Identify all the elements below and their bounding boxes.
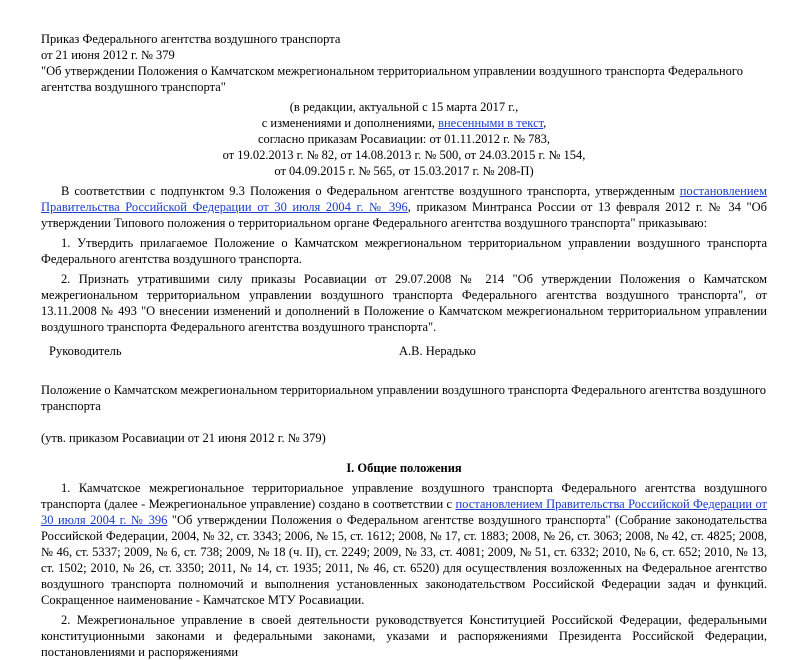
signature-block [41,343,767,359]
order-subject: "Об утверждении Положения о Камчатском межрегиональном территориальном управлении воздушного транспорта Федерального агентства воздушного транспорта" [41,64,744,94]
revision-block [41,99,767,179]
revision-line [41,115,767,131]
paragraph-text: 1. Камчатское межрегиональное территориальное управление воздушного транспорта Федерального агентства воздушного транспорта (далее - Межрегиональное управление) создано в соответствии с [41,481,767,511]
revision-line: согласно приказам Росавиации: от 01.11.2012 г. № 783, [257,132,550,146]
revision-line: от 04.09.2015 г. № 565, от 15.03.2017 г. № 208-П) [274,164,534,178]
preamble-text: , приказом Минтранса России от 13 февраля 2012 г. № 34 "Об утверждении Типового положения о территориальном органе Федерального агентства воздушного транспорта" приказываю: [41,200,767,230]
section-paragraph-1 [41,480,767,608]
revision-line: (в редакции, актуальной с 15 марта 2017 г., [289,100,519,114]
amendments-link[interactable]: внесенными в текст [438,116,544,130]
annex-title: Положение о Камчатском межрегиональном территориальном управлении воздушного транспорта Федерального агентства воздушного транспорта [41,383,767,413]
signature-role: Руководитель [49,344,122,358]
order-date: от 21 июня 2012 г. № 379 [41,48,175,62]
order-item-1: 1. Утвердить прилагаемое Положение о Камчатском межрегиональном территориальном управлении воздушного транспорта Федерального агентства воздушного транспорта. [41,236,767,266]
order-item-2: 2. Признать утратившими силу приказы Росавиации от 29.07.2008 № 214 "Об утверждении Положения о Камчатском межрегиональном территориальном управлении воздушного транспорта Федерального агентства воздушного транспорта", от 13.11.2008 № 493 "О внесении изменений и дополнений в Положение о Камчатском межрегиональном территориальном управлении воздушного транспорта Федерального агентства воздушного транспорта". [41,272,767,334]
government-decree-link[interactable]: постановлением Правительства Российской Федерации от 30 июля 2004 г. № 396 [41,497,767,527]
section-paragraph-2: 2. Межрегиональное управление в своей деятельности руководствуется Конституцией Российской Федерации, федеральными конституционными законами и федеральными законами, указами и распоряжениями Президента Российской Федерации, постановлениями и распоряжениями [41,613,767,659]
government-decree-link[interactable]: постановлением Правительства Российской Федерации от 30 июля 2004 г. № 396 [41,184,767,214]
annex-approval: (утв. приказом Росавиации от 21 июня 2012 г. № 379) [41,431,326,445]
signature-name: А.В. Нерадько [399,344,476,358]
preamble-text: В соответствии с подпунктом 9.3 Положения о Федеральном агентстве воздушного транспорта, утвержденным [61,184,680,198]
revision-line: от 19.02.2013 г. № 82, от 14.08.2013 г. № 500, от 24.03.2015 г. № 154, [222,148,586,162]
paragraph-text: "Об утверждении Положения о Федеральном агентстве воздушного транспорта" (Собрание законодательства Российской Федерации, 2004, № 32, ст. 3343; 2006, № 15, ст. 1612; 2008, № 17, ст. 1883; 2008, № 26, ст. 3063; 2008, № 42, ст. 4825; 2008, № 46, ст. 5337; 2009, № 6, ст. 738; 2009, № 18 (ч. II), ст. 2249; 2009, № 33, ст. 4081; 2009, № 51, ст. 6332; 2010, № 6, ст. 652; 2010, № 13, ст. 1502; 2010, № 26, ст. 3350; 2011, № 14, ст. 1935; 2011, № 46, ст. 6520) для осуществления возложенных на Федеральное агентство воздушного транспорта полномочий и выполнения установленных законодательством Российской Федерации задач и функций. Сокращенное наименование - Камчатское МТУ Росавиации. [41,513,767,607]
preamble-paragraph [41,183,767,231]
order-title: Приказ Федерального агентства воздушного транспорта [41,32,341,46]
revision-text: , [543,116,547,130]
revision-text: с изменениями и дополнениями, [261,116,439,130]
section-heading: I. Общие положения [346,461,462,475]
